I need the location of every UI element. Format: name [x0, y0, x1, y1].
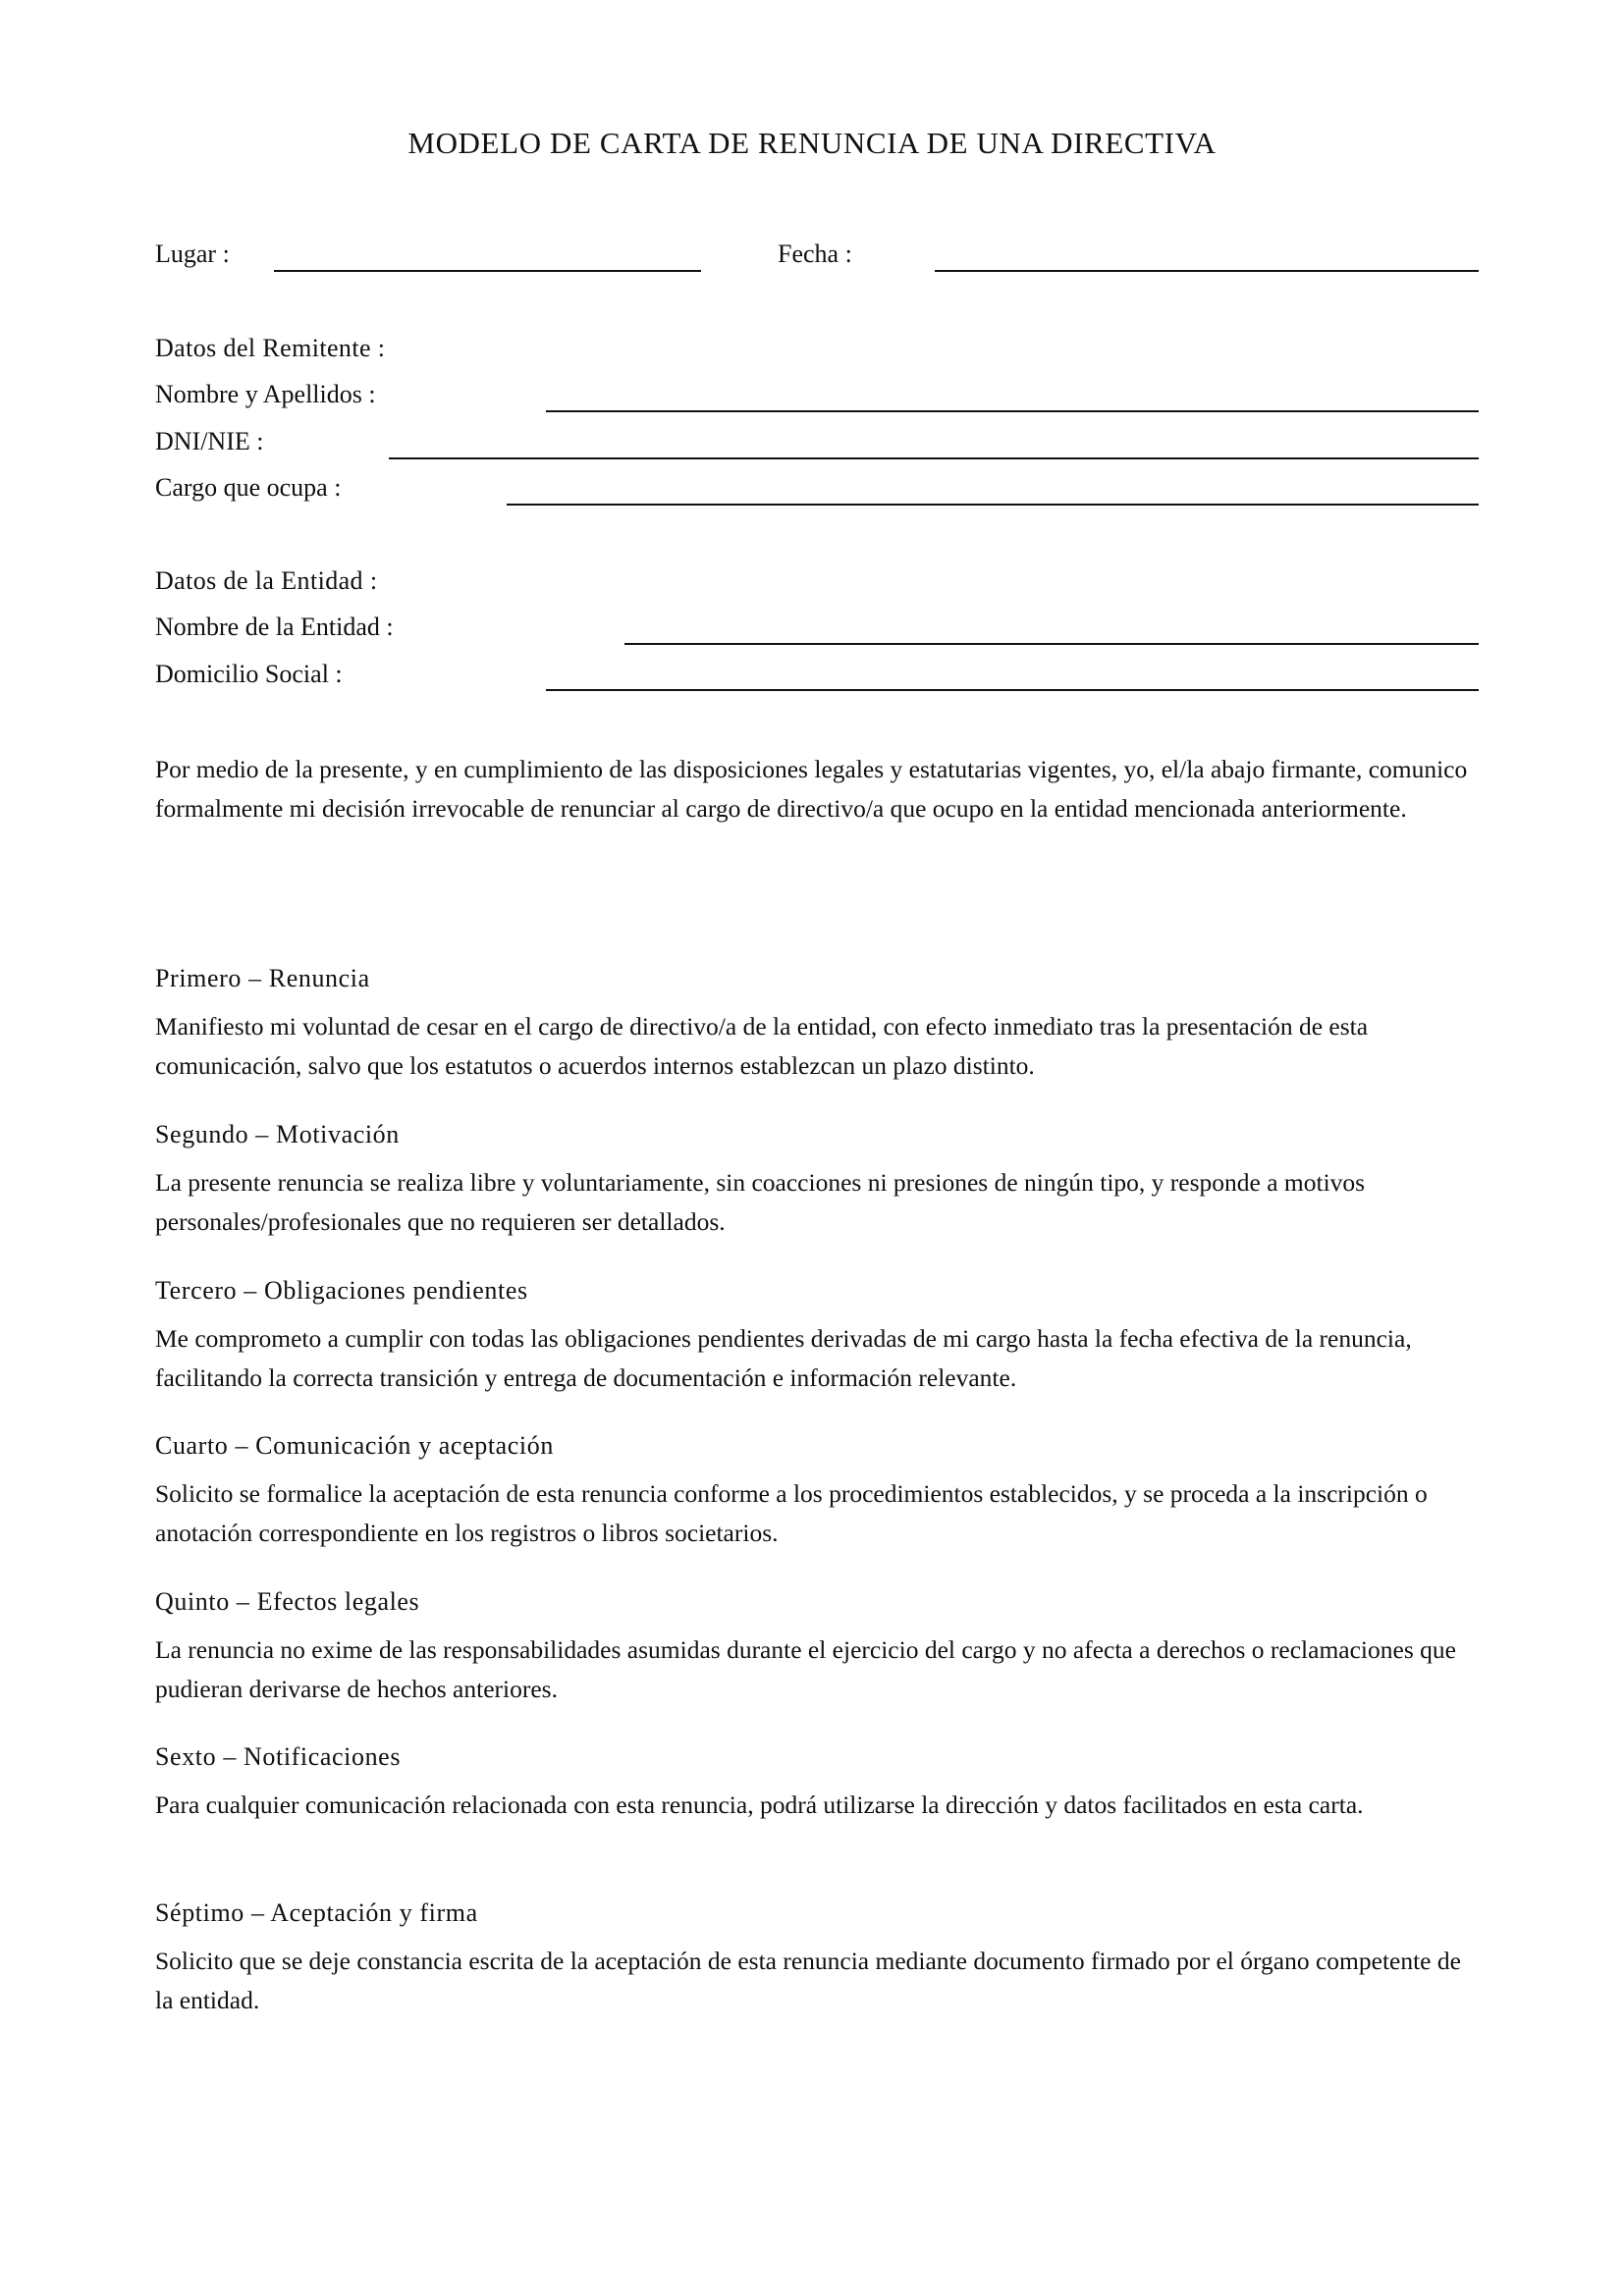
intro-paragraph: Por medio de la presente, y en cumplimiento de las disposiciones legales y estatutarias vigentes, yo, el/la abajo firmante, comunico formalmente mi decisión irrevocable de renunciar al cargo de directivo/a que ocupo en la entidad mencionada anteriormente. [155, 755, 1468, 823]
clause-5-text: La renuncia no exime de las responsabilidades asumidas durante el ejercicio del cargo y no afecta a derechos o reclamaciones que pudieran derivarse de hechos anteriores. [155, 1635, 1456, 1703]
dni-nie-label: DNI/NIE : [155, 427, 264, 455]
domicilio-social-label: Domicilio Social : [155, 660, 343, 688]
clause-4-text: Solicito se formalice la aceptación de esta renuncia conforme a los procedimientos establecidos, y se proceda a la inscripción o anotación correspondiente en los registros o libros societarios. [155, 1479, 1428, 1547]
dni-nie-field[interactable] [389, 457, 1479, 459]
fecha-label: Fecha : [778, 240, 852, 268]
nombre-entidad-field[interactable] [624, 643, 1479, 645]
clause-5-heading: Quinto – Efectos legales [155, 1587, 420, 1616]
nombre-apellidos-field[interactable] [546, 410, 1479, 412]
clause-6-text: Para cualquier comunicación relacionada con esta renuncia, podrá utilizarse la dirección y datos facilitados en esta carta. [155, 1790, 1364, 1819]
domicilio-social-field[interactable] [546, 689, 1479, 691]
clause-3-heading: Tercero – Obligaciones pendientes [155, 1276, 528, 1305]
document-title: MODELO DE CARTA DE RENUNCIA DE UNA DIRECTIVA [407, 126, 1217, 160]
clause-6-heading: Sexto – Notificaciones [155, 1742, 402, 1771]
entidad-section-label: Datos de la Entidad : [155, 566, 378, 595]
remitente-section-label: Datos del Remitente : [155, 334, 386, 362]
clause-3-text: Me comprometo a cumplir con todas las obligaciones pendientes derivadas de mi cargo hasta la fecha efectiva de la renuncia, facilitando la correcta transición y entrega de documentación e información relevante. [155, 1324, 1412, 1392]
clause-7-heading: Séptimo – Aceptación y firma [155, 1898, 478, 1927]
clause-2-text: La presente renuncia se realiza libre y voluntariamente, sin coacciones ni presiones de ningún tipo, y responde a motivos personales/profesionales que no requieren ser detallados. [155, 1168, 1366, 1236]
clause-1-text: Manifiesto mi voluntad de cesar en el cargo de directivo/a de la entidad, con efecto inmediato tras la presentación de esta comunicación, salvo que los estatutos o acuerdos internos establezcan un plazo distinto. [155, 1012, 1369, 1080]
lugar-field[interactable] [274, 270, 701, 272]
fecha-field[interactable] [935, 270, 1479, 272]
clause-1-heading: Primero – Renuncia [155, 964, 370, 992]
clause-7-text: Solicito que se deje constancia escrita de la aceptación de esta renuncia mediante documento firmado por el órgano competente de la entidad. [155, 1947, 1461, 2014]
nombre-entidad-label: Nombre de la Entidad : [155, 613, 394, 641]
lugar-label: Lugar : [155, 240, 230, 268]
clause-4-heading: Cuarto – Comunicación y aceptación [155, 1431, 554, 1460]
nombre-apellidos-label: Nombre y Apellidos : [155, 380, 376, 408]
cargo-label: Cargo que ocupa : [155, 473, 342, 502]
clause-2-heading: Segundo – Motivación [155, 1120, 400, 1148]
cargo-field[interactable] [507, 504, 1479, 506]
